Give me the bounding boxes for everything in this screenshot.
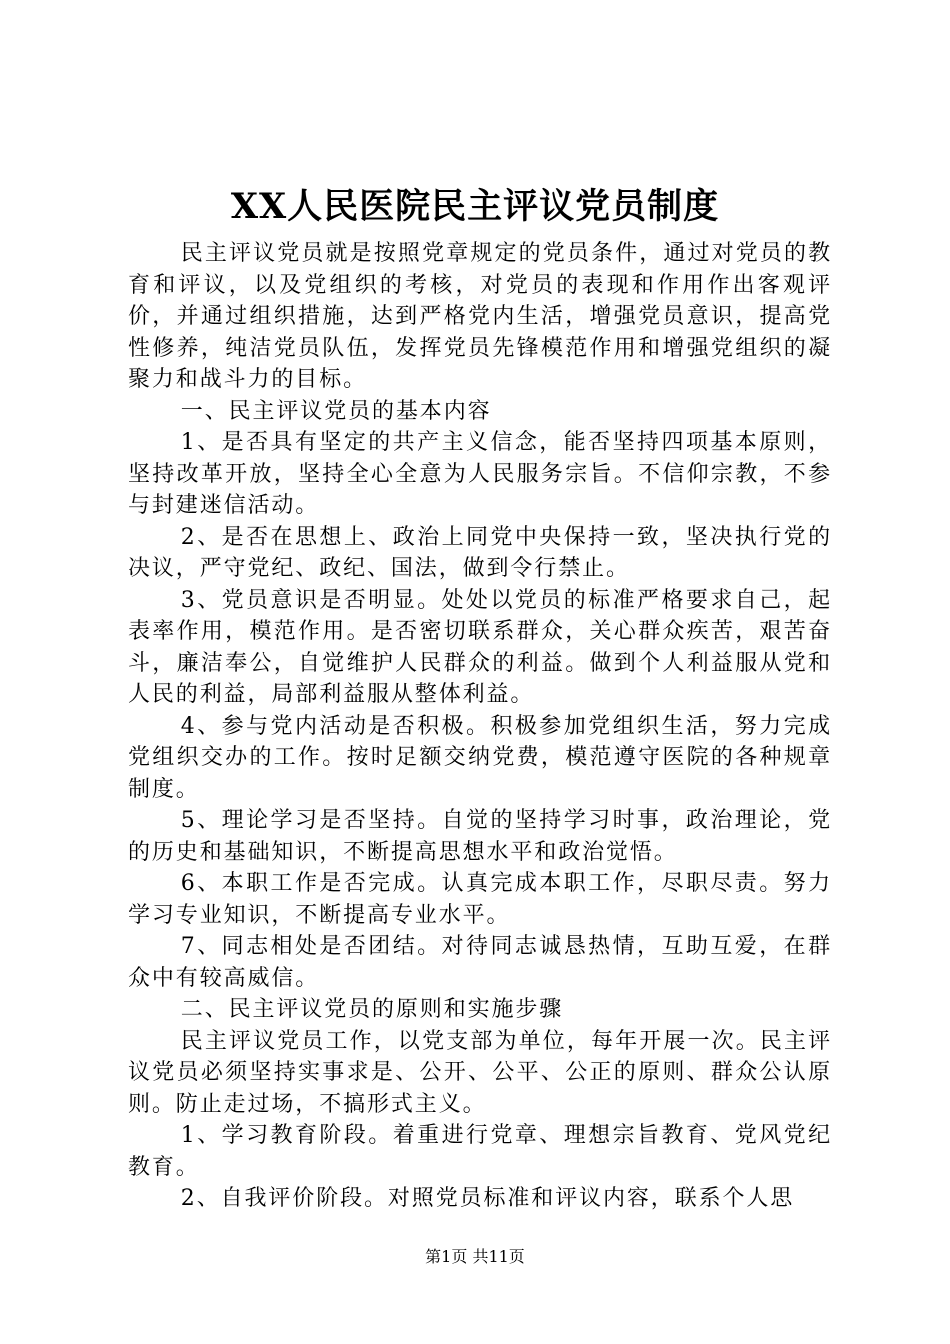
paragraph-principles: 民主评议党员工作，以党支部为单位，每年开展一次。民主评议党员必须坚持实事求是、公开、公平、公正的原则、群众公认原则。防止走过场，不搞形式主义。	[128, 1028, 832, 1117]
section-heading-1: 一、民主评议党员的基本内容	[180, 398, 492, 424]
paragraph-item-4: 4、参与党内活动是否积极。积极参加党组织生活，努力完成党组织交办的工作。按时足额交纳党费，模范遵守医院的各种规章制度。	[128, 713, 832, 802]
paragraph-item-3: 3、党员意识是否明显。处处以党员的标准严格要求自己，起表率作用，模范作用。是否密切联系群众，关心群众疾苦，艰苦奋斗，廉洁奉公，自觉维护人民群众的利益。做到个人利益服从党和人民的利益，局部利益服从整体利益。	[128, 587, 832, 707]
paragraph-item-6: 6、本职工作是否完成。认真完成本职工作，尽职尽责。努力学习专业知识，不断提高专业水平。	[128, 871, 832, 928]
paragraph-item-5: 5、理论学习是否坚持。自觉的坚持学习时事，政治理论，党的历史和基础知识，不断提高思想水平和政治觉悟。	[128, 808, 832, 865]
paragraph-intro: 民主评议党员就是按照党章规定的党员条件，通过对党员的教育和评议，以及党组织的考核，对党员的表现和作用作出客观评价，并通过组织措施，达到严格党内生活，增强党员意识，提高党性修养，纯洁党员队伍，发挥党员先锋模范作用和增强党组织的凝聚力和战斗力的目标。	[128, 241, 832, 392]
paragraph-item-1: 1、是否具有坚定的共产主义信念，能否坚持四项基本原则，坚持改革开放，坚持全心全意为人民服务宗旨。不信仰宗教，不参与封建迷信活动。	[128, 430, 832, 518]
document-body	[128, 238, 832, 1215]
paragraph-item-2: 2、是否在思想上、政治上同党中央保持一致，坚决执行党的决议，严守党纪、政纪、国法，做到令行禁止。	[128, 524, 832, 581]
paragraph-step-2: 2、自我评价阶段。对照党员标准和评议内容，联系个人思	[180, 1186, 795, 1211]
section-heading-2: 二、民主评议党员的原则和实施步骤	[180, 997, 564, 1022]
page-footer: 第1页 共11页	[425, 1247, 525, 1266]
paragraph-item-7: 7、同志相处是否团结。对待同志诚恳热情，互助互爱，在群众中有较高威信。	[128, 934, 832, 991]
paragraph-step-1: 1、学习教育阶段。着重进行党章、理想宗旨教育、党风党纪教育。	[128, 1123, 832, 1180]
document-title: XX人民医院民主评议党员制度	[230, 186, 720, 227]
